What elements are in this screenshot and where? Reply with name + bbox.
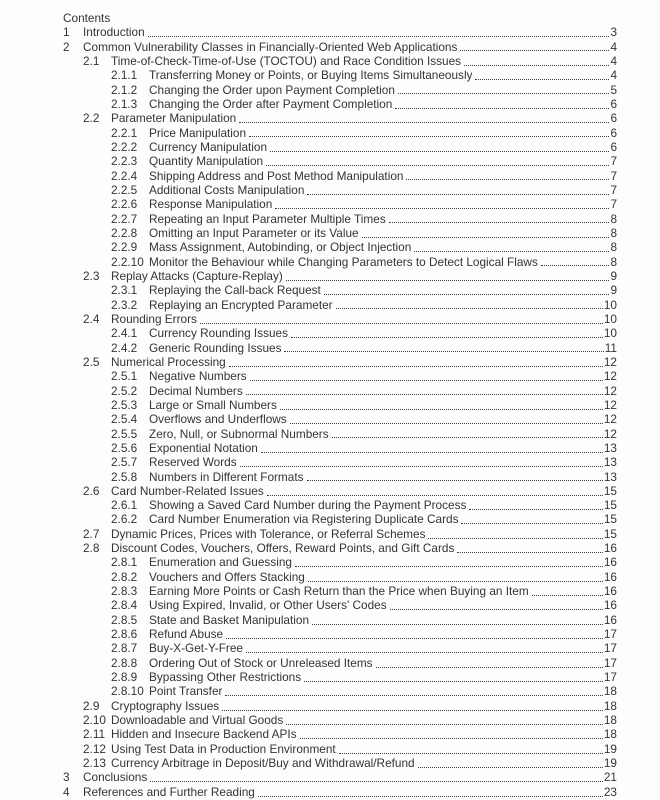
toc-entry-page: 6 xyxy=(610,139,617,154)
toc-entry[interactable] xyxy=(63,369,617,383)
toc-entry[interactable] xyxy=(63,183,617,197)
toc-entry-page: 15 xyxy=(603,498,617,513)
toc-entry-number: 4 xyxy=(63,784,70,799)
dot-leader xyxy=(240,466,603,467)
toc-entry-page: 13 xyxy=(603,455,617,470)
toc-entry-title: Exponential Notation xyxy=(149,440,258,455)
dot-leader xyxy=(307,194,609,195)
toc-entry-number: 2.8.6 xyxy=(111,627,138,642)
toc-entry-number: 2.2.9 xyxy=(111,240,138,255)
toc-entry-number: 2.5.1 xyxy=(111,369,138,384)
toc-entry-number: 2.2.3 xyxy=(111,154,138,169)
toc-entry-page: 7 xyxy=(610,154,617,169)
dot-leader xyxy=(258,796,603,797)
dot-leader xyxy=(225,695,602,696)
toc-entry-title: Hidden and Insecure Backend APIs xyxy=(111,727,297,742)
toc-entry-page: 17 xyxy=(603,670,617,685)
dot-leader xyxy=(280,409,603,410)
toc-entry[interactable] xyxy=(63,326,617,340)
dot-leader xyxy=(376,667,603,668)
toc-entry[interactable] xyxy=(63,770,617,784)
toc-entry-page: 21 xyxy=(603,770,617,785)
toc-entry-title: Repeating an Input Parameter Multiple Times xyxy=(149,211,386,226)
toc-entry[interactable] xyxy=(63,441,617,455)
toc-entry-number: 2.5.4 xyxy=(111,412,138,427)
toc-entry[interactable] xyxy=(63,742,617,756)
dot-leader xyxy=(267,495,603,496)
toc-entry-title: Transferring Money or Points, or Buying Items Simultaneously xyxy=(149,68,473,83)
toc-entry-page: 15 xyxy=(603,512,617,527)
toc-entry-number: 2.5.6 xyxy=(111,440,138,455)
toc-entry[interactable] xyxy=(63,355,617,369)
dot-leader xyxy=(428,538,602,539)
toc-entry[interactable] xyxy=(63,212,617,226)
toc-entry-page: 4 xyxy=(610,53,617,68)
toc-entry-number: 2.6.1 xyxy=(111,498,138,513)
toc-entry[interactable] xyxy=(63,154,617,168)
toc-entry-title: Changing the Order after Payment Completion xyxy=(149,96,393,111)
toc-entry[interactable] xyxy=(63,83,617,97)
dot-leader xyxy=(395,108,609,109)
toc-entry[interactable] xyxy=(63,269,617,283)
toc-entry[interactable] xyxy=(63,298,617,312)
toc-entry-number: 2.3.1 xyxy=(111,283,138,298)
dot-leader xyxy=(418,767,603,768)
toc-entry[interactable] xyxy=(63,584,617,598)
toc-entry[interactable] xyxy=(63,283,617,297)
toc-entry[interactable] xyxy=(63,570,617,584)
toc-entry[interactable] xyxy=(63,713,617,727)
toc-entry-title: Replaying an Encrypted Parameter xyxy=(149,297,333,312)
toc-entry-title: Generic Rounding Issues xyxy=(149,340,282,355)
toc-entry-page: 12 xyxy=(603,369,617,384)
toc-entry-number: 2.8.4 xyxy=(111,598,138,613)
dot-leader xyxy=(332,437,603,438)
toc-entry-title: Time-of-Check-Time-of-Use (TOCTOU) and Race Condition Issues xyxy=(111,53,462,68)
dot-leader xyxy=(362,237,610,238)
toc-entry-title: Zero, Null, or Subnormal Numbers xyxy=(149,426,329,441)
dot-leader xyxy=(307,480,603,481)
dot-leader xyxy=(246,652,603,653)
toc-entry-page: 7 xyxy=(610,168,617,183)
dot-leader xyxy=(541,265,610,266)
toc-entry-number: 2.8.8 xyxy=(111,655,138,670)
toc-entry-page: 18 xyxy=(603,713,617,728)
toc-entry-number: 2.6.2 xyxy=(111,512,138,527)
dot-leader xyxy=(295,566,603,567)
dot-leader xyxy=(312,624,603,625)
dot-leader xyxy=(200,323,603,324)
toc-entry-title: Introduction xyxy=(83,25,145,40)
toc-entry-number: 2.4.2 xyxy=(111,340,138,355)
toc-entry-title: Downloadable and Virtual Goods xyxy=(111,713,284,728)
dot-leader xyxy=(460,50,609,51)
toc-entry-title: Monitor the Behaviour while Changing Parameters to Detect Logical Flaws xyxy=(149,254,538,269)
toc-entry[interactable] xyxy=(63,512,617,526)
toc-entry[interactable] xyxy=(63,498,617,512)
toc-entry-title: Mass Assignment, Autobinding, or Object Injection xyxy=(149,240,412,255)
toc-entry-number: 2.9 xyxy=(83,698,100,713)
toc-entry-title: Numbers in Different Formats xyxy=(149,469,304,484)
toc-entry-page: 16 xyxy=(603,584,617,599)
toc-entry-title: Currency Manipulation xyxy=(149,139,268,154)
toc-entry[interactable] xyxy=(63,727,617,741)
table-of-contents xyxy=(63,25,617,799)
toc-entry[interactable] xyxy=(63,670,617,684)
dot-leader xyxy=(226,638,603,639)
dot-leader xyxy=(290,423,603,424)
toc-entry-number: 2.2.2 xyxy=(111,139,138,154)
dot-leader xyxy=(464,65,609,66)
toc-entry-title: Showing a Saved Card Number during the Payment Process xyxy=(149,498,467,513)
toc-entry-number: 2.5.3 xyxy=(111,397,138,412)
toc-entry-title: Price Manipulation xyxy=(149,125,247,140)
toc-entry-page: 18 xyxy=(603,727,617,742)
toc-entry-page: 16 xyxy=(603,555,617,570)
toc-entry-page: 15 xyxy=(603,483,617,498)
toc-entry-number: 2.1.3 xyxy=(111,96,138,111)
toc-entry-page: 10 xyxy=(603,311,617,326)
toc-entry-number: 2.2 xyxy=(83,111,100,126)
toc-entry-number: 2.13 xyxy=(83,756,106,771)
toc-entry-page: 7 xyxy=(610,182,617,197)
toc-entry-page: 18 xyxy=(603,684,617,699)
toc-entry-title: Bypassing Other Restrictions xyxy=(149,670,302,685)
toc-entry-page: 6 xyxy=(610,96,617,111)
dot-leader xyxy=(336,308,603,309)
toc-entry-page: 12 xyxy=(603,383,617,398)
toc-entry-title: References and Further Reading xyxy=(83,784,255,799)
toc-entry-title: Changing the Order upon Payment Completion xyxy=(149,82,395,97)
dot-leader xyxy=(398,93,610,94)
toc-entry-page: 4 xyxy=(610,39,617,54)
toc-entry-number: 2.12 xyxy=(83,741,106,756)
toc-entry-number: 2.3 xyxy=(83,268,100,283)
toc-entry-title: Additional Costs Manipulation xyxy=(149,182,305,197)
toc-entry[interactable] xyxy=(63,470,617,484)
dot-leader xyxy=(308,581,603,582)
toc-entry[interactable] xyxy=(63,555,617,569)
toc-entry-page: 13 xyxy=(603,469,617,484)
toc-entry[interactable] xyxy=(63,699,617,713)
contents-heading: Contents xyxy=(63,11,111,25)
dot-leader xyxy=(222,710,603,711)
toc-entry-number: 2.5.5 xyxy=(111,426,138,441)
toc-entry-page: 16 xyxy=(603,541,617,556)
toc-entry-number: 2.10 xyxy=(83,713,106,728)
toc-entry[interactable] xyxy=(63,54,617,68)
toc-entry-number: 1 xyxy=(63,25,70,40)
dot-leader xyxy=(469,509,603,510)
toc-entry-page: 8 xyxy=(610,240,617,255)
toc-entry-title: Card Number Enumeration via Registering Duplicate Cards xyxy=(149,512,459,527)
toc-entry-page: 8 xyxy=(610,225,617,240)
toc-entry[interactable] xyxy=(63,613,617,627)
toc-entry-number: 3 xyxy=(63,770,70,785)
dot-leader xyxy=(532,595,603,596)
toc-entry-title: Refund Abuse xyxy=(149,627,224,642)
toc-entry-title: Vouchers and Offers Stacking xyxy=(149,569,305,584)
toc-entry-page: 7 xyxy=(610,197,617,212)
toc-entry[interactable] xyxy=(63,40,617,54)
toc-entry-title: Parameter Manipulation xyxy=(111,111,237,126)
toc-entry-page: 17 xyxy=(603,627,617,642)
dot-leader xyxy=(275,208,609,209)
toc-entry-title: Common Vulnerability Classes in Financially-Oriented Web Applications xyxy=(83,39,458,54)
dot-leader xyxy=(304,681,603,682)
dot-leader xyxy=(246,394,603,395)
toc-entry-title: Cryptography Issues xyxy=(111,698,220,713)
toc-entry[interactable] xyxy=(63,126,617,140)
dot-leader xyxy=(457,552,603,553)
dot-leader xyxy=(406,179,609,180)
toc-entry-title: Currency Rounding Issues xyxy=(149,326,289,341)
toc-entry-number: 2.8.7 xyxy=(111,641,138,656)
toc-entry-title: Using Expired, Invalid, or Other Users' Codes xyxy=(149,598,387,613)
toc-entry-title: Point Transfer xyxy=(149,684,223,699)
toc-entry-number: 2.1 xyxy=(83,53,100,68)
toc-entry-title: Ordering Out of Stock or Unreleased Items xyxy=(149,655,373,670)
toc-entry-number: 2.5 xyxy=(83,354,100,369)
toc-entry[interactable] xyxy=(63,312,617,326)
toc-entry-title: Buy-X-Get-Y-Free xyxy=(149,641,243,656)
dot-leader xyxy=(261,452,603,453)
toc-entry-number: 2.1.1 xyxy=(111,68,138,83)
dot-leader xyxy=(475,79,609,80)
toc-entry-number: 2.1.2 xyxy=(111,82,138,97)
dot-leader xyxy=(270,151,609,152)
dot-leader xyxy=(414,251,609,252)
toc-entry-number: 2.8.9 xyxy=(111,670,138,685)
toc-entry[interactable] xyxy=(63,25,617,39)
toc-entry-title: Card Number-Related Issues xyxy=(111,483,264,498)
toc-entry-title: Using Test Data in Production Environment xyxy=(111,741,336,756)
toc-entry-page: 12 xyxy=(603,426,617,441)
toc-entry[interactable] xyxy=(63,255,617,269)
toc-entry-number: 2.8.5 xyxy=(111,612,138,627)
toc-entry-title: Rounding Errors xyxy=(111,311,197,326)
toc-entry-number: 2 xyxy=(63,39,70,54)
toc-entry-page: 12 xyxy=(603,397,617,412)
toc-entry-title: Large or Small Numbers xyxy=(149,397,277,412)
toc-entry[interactable] xyxy=(63,68,617,82)
toc-entry-number: 2.2.4 xyxy=(111,168,138,183)
toc-entry-number: 2.5.8 xyxy=(111,469,138,484)
toc-entry[interactable] xyxy=(63,341,617,355)
toc-entry-page: 10 xyxy=(603,326,617,341)
dot-leader xyxy=(284,351,603,352)
toc-entry[interactable] xyxy=(63,197,617,211)
toc-entry-number: 2.11 xyxy=(83,727,106,742)
dot-leader xyxy=(389,222,610,223)
toc-entry-page: 4 xyxy=(610,68,617,83)
dot-leader xyxy=(286,280,610,281)
toc-entry-page: 9 xyxy=(610,268,617,283)
toc-entry-page: 19 xyxy=(603,741,617,756)
toc-entry[interactable] xyxy=(63,412,617,426)
toc-entry-title: Omitting an Input Parameter or its Value xyxy=(149,225,359,240)
toc-entry-title: Replaying the Call-back Request xyxy=(149,283,321,298)
toc-entry-page: 15 xyxy=(603,526,617,541)
toc-entry-page: 9 xyxy=(610,283,617,298)
toc-entry[interactable] xyxy=(63,598,617,612)
toc-entry-page: 6 xyxy=(610,125,617,140)
toc-entry-number: 2.4 xyxy=(83,311,100,326)
toc-entry[interactable] xyxy=(63,427,617,441)
toc-entry[interactable] xyxy=(63,97,617,111)
dot-leader xyxy=(229,366,603,367)
toc-entry-page: 12 xyxy=(603,354,617,369)
dot-leader xyxy=(239,122,609,123)
toc-entry-title: Quantity Manipulation xyxy=(149,154,264,169)
toc-entry-number: 2.8 xyxy=(83,541,100,556)
toc-entry[interactable] xyxy=(63,240,617,254)
toc-entry-number: 2.5.7 xyxy=(111,455,138,470)
dot-leader xyxy=(249,136,609,137)
toc-entry-title: Replay Attacks (Capture-Replay) xyxy=(111,268,283,283)
toc-entry[interactable] xyxy=(63,140,617,154)
toc-entry-page: 23 xyxy=(603,784,617,799)
toc-entry[interactable] xyxy=(63,641,617,655)
toc-entry-page: 18 xyxy=(603,698,617,713)
toc-entry[interactable] xyxy=(63,384,617,398)
toc-entry-number: 2.4.1 xyxy=(111,326,138,341)
toc-entry-title: Dynamic Prices, Prices with Tolerance, or Referral Schemes xyxy=(111,526,426,541)
toc-entry-page: 6 xyxy=(610,111,617,126)
toc-entry-title: Decimal Numbers xyxy=(149,383,243,398)
toc-entry-number: 2.2.6 xyxy=(111,197,138,212)
toc-entry-number: 2.3.2 xyxy=(111,297,138,312)
toc-entry[interactable] xyxy=(63,226,617,240)
dot-leader xyxy=(250,380,603,381)
toc-entry-page: 3 xyxy=(610,25,617,40)
toc-entry-page: 12 xyxy=(603,412,617,427)
toc-entry[interactable] xyxy=(63,398,617,412)
toc-entry-page: 11 xyxy=(604,340,617,355)
toc-entry-page: 13 xyxy=(603,440,617,455)
toc-entry-number: 2.8.3 xyxy=(111,584,138,599)
toc-entry-title: Response Manipulation xyxy=(149,197,273,212)
dot-leader xyxy=(390,609,603,610)
toc-entry-number: 2.2.7 xyxy=(111,211,138,226)
toc-entry-title: Numerical Processing xyxy=(111,354,226,369)
toc-entry-title: Discount Codes, Vouchers, Offers, Reward Points, and Gift Cards xyxy=(111,541,455,556)
toc-entry[interactable] xyxy=(63,656,617,670)
toc-entry-page: 17 xyxy=(603,641,617,656)
toc-entry-number: 2.5.2 xyxy=(111,383,138,398)
toc-entry[interactable] xyxy=(63,111,617,125)
toc-entry-title: Overflows and Underflows xyxy=(149,412,287,427)
toc-entry-number: 2.2.5 xyxy=(111,182,138,197)
toc-entry-page: 16 xyxy=(603,569,617,584)
toc-entry-number: 2.2.8 xyxy=(111,225,138,240)
toc-entry-number: 2.8.2 xyxy=(111,569,138,584)
toc-entry-title: Earning More Points or Cash Return than the Price when Buying an Item xyxy=(149,584,529,599)
dot-leader xyxy=(148,36,610,37)
toc-entry[interactable] xyxy=(63,527,617,541)
toc-entry[interactable] xyxy=(63,455,617,469)
toc-entry-page: 19 xyxy=(603,756,617,771)
toc-entry-title: Reserved Words xyxy=(149,455,237,470)
toc-entry-page: 16 xyxy=(603,598,617,613)
toc-entry-number: 2.6 xyxy=(83,483,100,498)
dot-leader xyxy=(291,337,603,338)
toc-entry[interactable] xyxy=(63,484,617,498)
toc-entry-title: Currency Arbitrage in Deposit/Buy and Withdrawal/Refund xyxy=(111,756,415,771)
toc-entry-title: Conclusions xyxy=(83,770,148,785)
dot-leader xyxy=(461,523,602,524)
toc-entry-title: Shipping Address and Post Method Manipulation xyxy=(149,168,404,183)
toc-entry[interactable] xyxy=(63,785,617,799)
dot-leader xyxy=(266,165,609,166)
dot-leader xyxy=(324,294,610,295)
toc-entry[interactable] xyxy=(63,169,617,183)
toc-entry-page: 5 xyxy=(610,82,617,97)
toc-entry-page: 8 xyxy=(610,211,617,226)
toc-entry-number: 2.7 xyxy=(83,526,100,541)
toc-entry-page: 8 xyxy=(610,254,617,269)
toc-entry-number: 2.8.1 xyxy=(111,555,138,570)
dot-leader xyxy=(339,753,603,754)
toc-entry-title: State and Basket Manipulation xyxy=(149,612,310,627)
toc-entry-number: 2.2.10 xyxy=(111,254,144,269)
toc-entry[interactable] xyxy=(63,684,617,698)
toc-entry-number: 2.2.1 xyxy=(111,125,138,140)
dot-leader xyxy=(286,724,603,725)
dot-leader xyxy=(300,738,603,739)
toc-entry-number: 2.8.10 xyxy=(111,684,144,699)
toc-entry-page: 10 xyxy=(603,297,617,312)
toc-entry-page: 17 xyxy=(603,655,617,670)
toc-entry-page: 16 xyxy=(603,612,617,627)
toc-entry[interactable] xyxy=(63,541,617,555)
toc-entry[interactable] xyxy=(63,627,617,641)
toc-entry-title: Enumeration and Guessing xyxy=(149,555,292,570)
toc-entry-title: Negative Numbers xyxy=(149,369,247,384)
toc-entry[interactable] xyxy=(63,756,617,770)
dot-leader xyxy=(150,781,603,782)
